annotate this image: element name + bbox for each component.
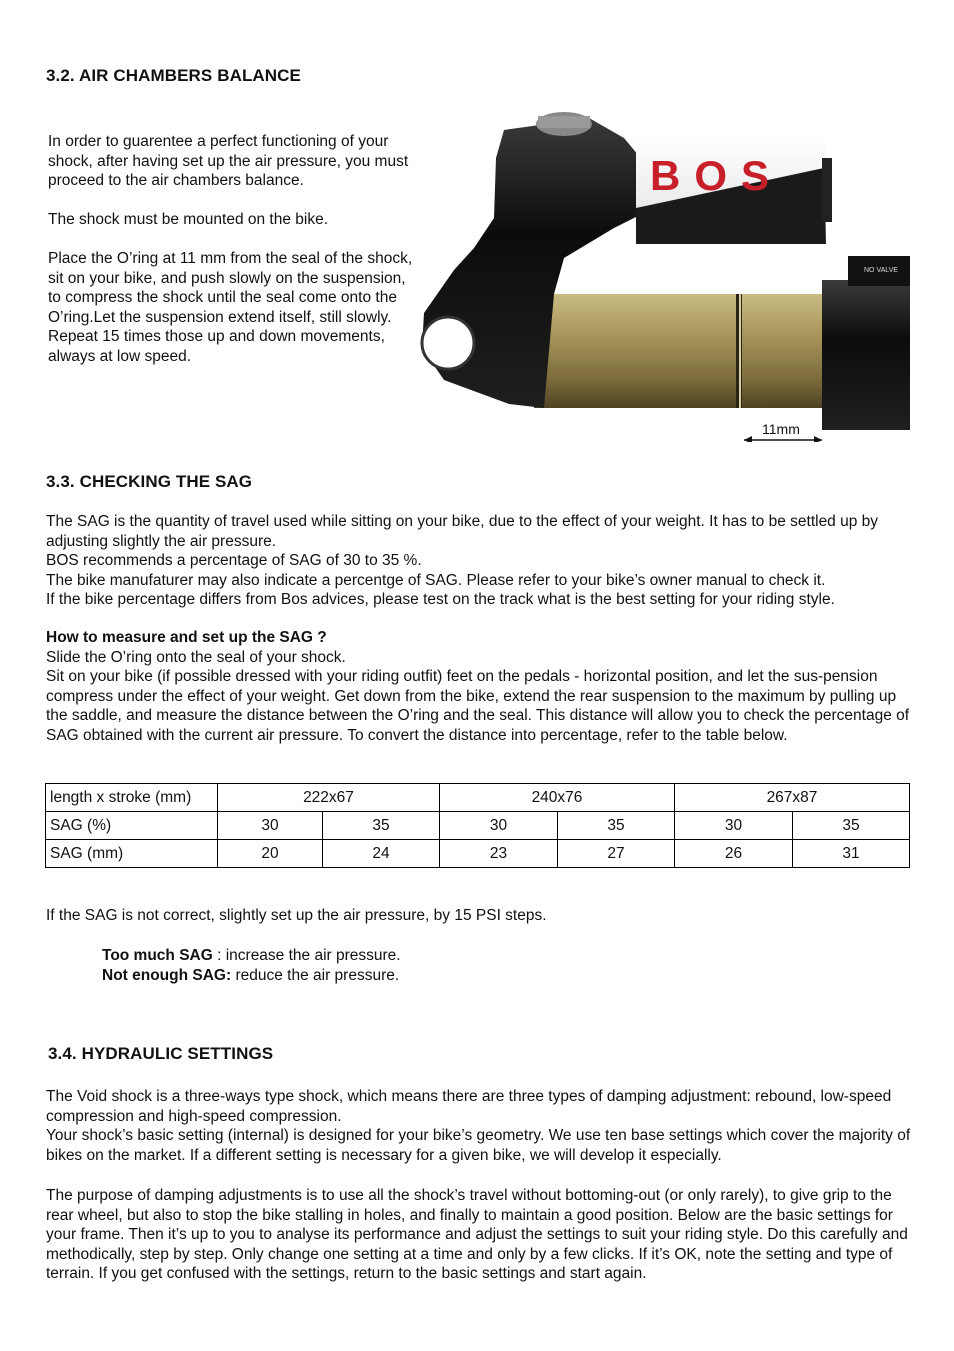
table-size-222: 222x67 xyxy=(218,784,440,812)
brand-logo: BOS xyxy=(650,152,784,199)
advice-not-enough-label: Not enough SAG: xyxy=(102,966,232,984)
advice-too-much-text: : increase the air pressure. xyxy=(212,947,401,964)
table-cell-label: SAG (mm) xyxy=(46,840,218,868)
stanchion xyxy=(534,294,834,408)
table-cell: 30 xyxy=(218,812,323,840)
sag-table xyxy=(45,783,910,868)
advice-too-much-label: Too much SAG xyxy=(102,947,213,964)
air-chambers-para-2: The shock must be mounted on the bike. xyxy=(48,211,329,228)
hydraulic-para-1 xyxy=(46,1087,914,1165)
advice-not-enough-text: reduce the air pressure. xyxy=(231,966,400,984)
sag-intro-line-1: The SAG is the quantity of travel used while sitting on your bike, due to the effect of your weight. It has to be settled up by adjusting slightly the air pressure. xyxy=(46,513,879,550)
table-cell-label: SAG (%) xyxy=(46,812,218,840)
section-title-air-chambers: 3.2. AIR CHAMBERS BALANCE xyxy=(46,66,302,85)
table-row xyxy=(46,812,910,840)
table-cell: 35 xyxy=(558,812,675,840)
air-can-cap xyxy=(822,158,832,222)
howto-text: Sit on your bike (if possible dressed with your riding outfit) feet on the pedals - horizontal position, and let the sus-pension compress under the effect of your weight. Get down from the bike, extend the rear suspension to the maximum by pulling up the saddle, and measure the distance between the O’ring and the seal. This distance will allow you to check the percentage of SAG obtained with the current air pressure. To convert the distance into percentage, refer to the table below. xyxy=(46,668,910,744)
table-cell: 30 xyxy=(675,812,793,840)
advice-not-enough xyxy=(102,966,802,986)
hydraulic-para-1-line-1: The Void shock is a three-ways type shock, which means there are three types of damping adjustment: rebound, low-speed compression and high-speed compression. xyxy=(46,1088,892,1125)
hydraulic-para-2-text: The purpose of damping adjustments is to use all the shock’s travel without bottoming-out (or only rarely), to give grip to the rear wheel, but also to stop the bike stalling in holes, and finally to maintain a good position. Below are the basic settings for your frame. Then it’s up to you to analyse its performance and adjust the settings to suit your riding style. Do this carefully and methodically, step by step. Only change one setting at a time and only by a few clicks. If it’s OK, note the setting and type of terrain. If you get confused with the settings, return to the basic settings and start again. xyxy=(46,1187,908,1282)
sag-intro-line-3: The bike manufaturer may also indicate a percentge of SAG. Please refer to your bike’s owner manual to check it. xyxy=(46,571,826,589)
howto-line-1: Slide the O’ring onto the seal of your shock. xyxy=(46,648,346,666)
damper-body xyxy=(822,280,910,430)
sag-note xyxy=(46,906,914,926)
table-cell: 30 xyxy=(440,812,558,840)
sag-intro-line-4: If the bike percentage differs from Bos advices, please test on the track what is the best setting for your riding style. xyxy=(46,591,835,608)
air-chambers-text xyxy=(48,132,418,366)
hydraulic-para-1-line-2: Your shock’s basic setting (internal) is designed for your bike’s geometry. We use ten base settings which cover the majority of bikes on the market. If a different setting is necessary for a given bike, we will develop it especially. xyxy=(46,1127,911,1164)
air-chambers-para-3: Place the O’ring at 11 mm from the seal of the shock, sit on your bike, and push slowly on the suspension, to compress the shock until the seal come onto the O’ring.Let the suspension extend itself, still slowly. xyxy=(48,250,413,326)
eyelet-hole xyxy=(422,317,474,369)
table-header-label: length x stroke (mm) xyxy=(46,784,218,812)
table-row xyxy=(46,840,910,868)
top-bolt-ring xyxy=(538,116,590,128)
table-cell: 23 xyxy=(440,840,558,868)
table-cell: 24 xyxy=(323,840,440,868)
table-cell: 35 xyxy=(793,812,910,840)
sag-howto xyxy=(46,628,914,745)
table-size-267: 267x87 xyxy=(675,784,910,812)
sag-note-text: If the SAG is not correct, slightly set up the air pressure, by 15 PSI steps. xyxy=(46,907,547,924)
table-cell: 31 xyxy=(793,840,910,868)
sag-intro-line-2: BOS recommends a percentage of SAG of 30 to 35 %. xyxy=(46,552,422,569)
howto-title: How to measure and set up the SAG ? xyxy=(46,629,327,646)
air-chambers-para-4: Repeat 15 times those up and down movements, always at low speed. xyxy=(48,328,385,365)
section-title-checking-sag: 3.3. CHECKING THE SAG xyxy=(46,472,253,491)
table-cell: 35 xyxy=(323,812,440,840)
table-row xyxy=(46,784,910,812)
hydraulic-para-2 xyxy=(46,1186,914,1284)
valve-label: NO VALVE xyxy=(864,267,898,274)
measure-label: 11mm xyxy=(762,421,800,437)
o-ring-highlight xyxy=(739,294,741,408)
table-cell: 26 xyxy=(675,840,793,868)
sag-intro xyxy=(46,512,914,610)
section-title-hydraulic: 3.4. HYDRAULIC SETTINGS xyxy=(48,1044,274,1063)
table-cell: 27 xyxy=(558,840,675,868)
sag-advice xyxy=(102,946,802,985)
table-cell: 20 xyxy=(218,840,323,868)
shock-photo xyxy=(414,98,910,442)
air-chambers-para-1: In order to guarentee a perfect functioning of your shock, after having set up the air pressure, you must proceed to the air chambers balance. xyxy=(48,133,409,189)
advice-too-much xyxy=(102,946,802,966)
table-size-240: 240x76 xyxy=(440,784,675,812)
